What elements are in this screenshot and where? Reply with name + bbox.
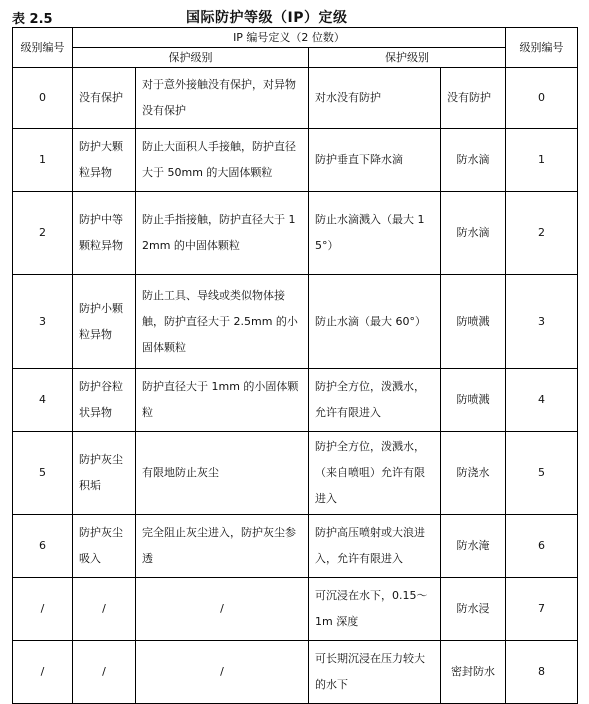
table-row bbox=[13, 369, 578, 432]
level-code: / bbox=[13, 641, 73, 704]
solid-protection-name: 防护大颗粒异物 bbox=[73, 129, 136, 192]
water-level-code: 1 bbox=[506, 129, 578, 192]
water-protection-desc: 可长期沉浸在压力较大的水下 bbox=[309, 641, 441, 704]
water-protection-name: 防喷溅 bbox=[441, 369, 506, 432]
solid-protection-desc: / bbox=[136, 641, 309, 704]
water-protection-name: 防水淹 bbox=[441, 515, 506, 578]
solid-protection-desc: 防止手指接触，防护直径大于 12mm 的中固体颗粒 bbox=[136, 192, 309, 275]
water-protection-desc: 对水没有防护 bbox=[309, 68, 441, 129]
water-protection-desc: 可沉浸在水下，0.15～1m 深度 bbox=[309, 578, 441, 641]
solid-protection-desc: 对于意外接触没有保护，对异物没有保护 bbox=[136, 68, 309, 129]
table-title: 国际防护等级（IP）定级 bbox=[186, 10, 348, 26]
table-number: 表 2.5 bbox=[12, 12, 53, 27]
water-protection-name: 防浇水 bbox=[441, 432, 506, 515]
header-protection-right: 保护级别 bbox=[309, 48, 506, 68]
solid-protection-name: / bbox=[73, 641, 136, 704]
level-code: 1 bbox=[13, 129, 73, 192]
solid-protection-desc: 有限地防止灰尘 bbox=[136, 432, 309, 515]
water-protection-name: 防水浸 bbox=[441, 578, 506, 641]
table-row bbox=[13, 432, 578, 515]
solid-protection-name: 防护谷粒状异物 bbox=[73, 369, 136, 432]
water-level-code: 5 bbox=[506, 432, 578, 515]
water-protection-desc: 防护全方位，泼溅水，允许有限进入 bbox=[309, 369, 441, 432]
table-row bbox=[13, 68, 578, 129]
header-right-code: 级别编号 bbox=[506, 28, 578, 68]
level-code: 0 bbox=[13, 68, 73, 129]
level-code: / bbox=[13, 578, 73, 641]
header-left-code: 级别编号 bbox=[13, 28, 73, 68]
table-row bbox=[13, 129, 578, 192]
water-protection-desc: 防止水滴溅入（最大 15°） bbox=[309, 192, 441, 275]
level-code: 3 bbox=[13, 275, 73, 369]
water-protection-desc: 防护全方位，泼溅水，（来自喷咀）允许有限进入 bbox=[309, 432, 441, 515]
solid-protection-desc: 防止工具、导线或类似物体接触，防护直径大于 2.5mm 的小固体颗粒 bbox=[136, 275, 309, 369]
water-protection-name: 防水滴 bbox=[441, 192, 506, 275]
water-protection-name: 密封防水 bbox=[441, 641, 506, 704]
header-row-top bbox=[13, 28, 578, 48]
header-row-bottom bbox=[13, 48, 578, 68]
water-level-code: 8 bbox=[506, 641, 578, 704]
table-row bbox=[13, 192, 578, 275]
solid-protection-name: 没有保护 bbox=[73, 68, 136, 129]
solid-protection-name: 防护小颗粒异物 bbox=[73, 275, 136, 369]
header-definition: IP 编号定义（2 位数） bbox=[73, 28, 506, 48]
ip-rating-table bbox=[12, 27, 578, 704]
table-row bbox=[13, 578, 578, 641]
water-level-code: 2 bbox=[506, 192, 578, 275]
water-protection-name: 没有防护 bbox=[441, 68, 506, 129]
water-level-code: 7 bbox=[506, 578, 578, 641]
table-row bbox=[13, 275, 578, 369]
solid-protection-name: / bbox=[73, 578, 136, 641]
table-row bbox=[13, 515, 578, 578]
water-level-code: 0 bbox=[506, 68, 578, 129]
water-protection-name: 防喷溅 bbox=[441, 275, 506, 369]
solid-protection-desc: 完全阻止灰尘进入，防护灰尘参透 bbox=[136, 515, 309, 578]
water-level-code: 3 bbox=[506, 275, 578, 369]
table-row bbox=[13, 641, 578, 704]
solid-protection-name: 防护灰尘积垢 bbox=[73, 432, 136, 515]
solid-protection-desc: 防护直径大于 1mm 的小固体颗粒 bbox=[136, 369, 309, 432]
header-protection-left: 保护级别 bbox=[73, 48, 309, 68]
water-protection-name: 防水滴 bbox=[441, 129, 506, 192]
solid-protection-desc: / bbox=[136, 578, 309, 641]
solid-protection-name: 防护灰尘吸入 bbox=[73, 515, 136, 578]
water-level-code: 6 bbox=[506, 515, 578, 578]
water-protection-desc: 防护高压喷射或大浪进入，允许有限进入 bbox=[309, 515, 441, 578]
water-protection-desc: 防止水滴（最大 60°） bbox=[309, 275, 441, 369]
water-protection-desc: 防护垂直下降水滴 bbox=[309, 129, 441, 192]
table-caption bbox=[0, 4, 589, 28]
level-code: 6 bbox=[13, 515, 73, 578]
water-level-code: 4 bbox=[506, 369, 578, 432]
level-code: 4 bbox=[13, 369, 73, 432]
level-code: 5 bbox=[13, 432, 73, 515]
solid-protection-desc: 防止大面积人手接触，防护直径大于 50mm 的大固体颗粒 bbox=[136, 129, 309, 192]
level-code: 2 bbox=[13, 192, 73, 275]
solid-protection-name: 防护中等颗粒异物 bbox=[73, 192, 136, 275]
